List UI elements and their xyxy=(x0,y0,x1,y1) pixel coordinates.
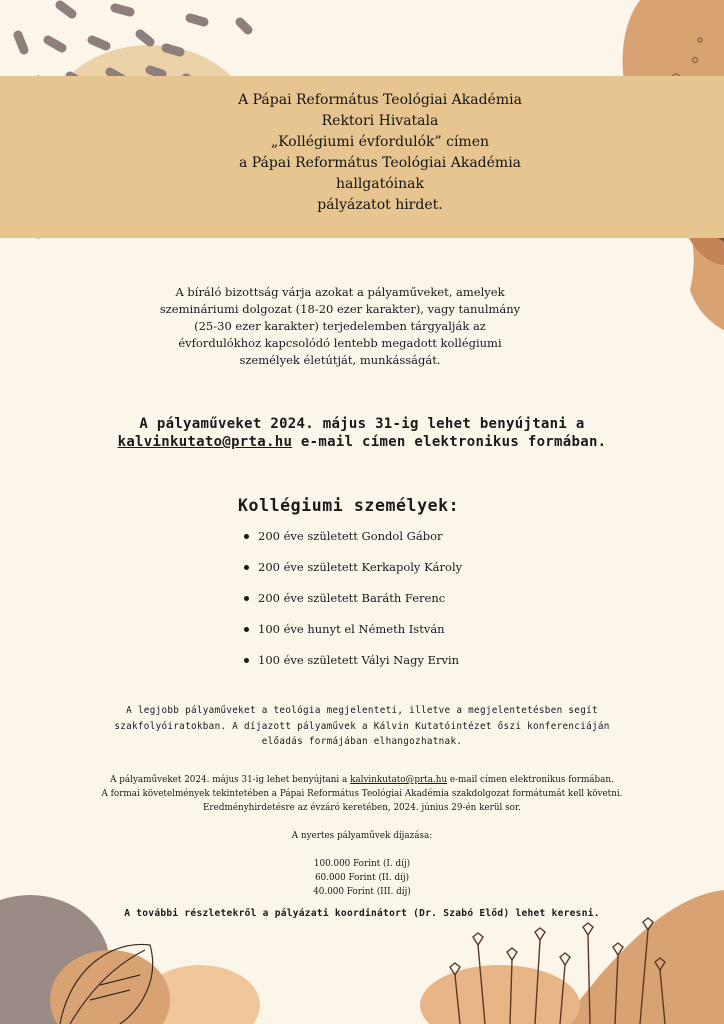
intro-line: A bíráló bizottság várja azokat a pályaműveket, amelyek xyxy=(175,285,505,299)
prize-line: 100.000 Forint (I. díj) xyxy=(313,859,411,869)
intro-paragraph xyxy=(140,284,540,369)
intro-line: szemináriumi dolgozat (18-20 ezer karakter), vagy tanulmány xyxy=(159,302,521,316)
contact-line: A további részletekről a pályázati koordinátort (Dr. Szabó Előd) lehet keresni. xyxy=(124,908,600,919)
submit-prefix: A pályaműveket 2024. május 31-ig lehet benyújtani a xyxy=(110,775,351,785)
prizes-title: A nyertes pályaművek díjazása: xyxy=(291,831,433,841)
publication-line: A legjobb pályaműveket a teológia megjelenteti, illetve a megjelentetésben segít xyxy=(126,705,598,716)
results-line: Eredményhirdetésre az évzáró keretében, 2024. június 29-én kerül sor. xyxy=(203,803,521,813)
list-item: 200 éve született Gondol Gábor xyxy=(240,527,462,558)
publication-line: előadás formájában elhangozhatnak. xyxy=(261,736,463,747)
deadline-line-1: A pályaműveket 2024. május 31-ig lehet benyújtani a xyxy=(139,416,585,432)
list-item: 200 éve született Kerkapoly Károly xyxy=(240,558,462,589)
header-line: a Pápai Református Teológiai Akadémia xyxy=(238,155,522,171)
prize-line: 60.000 Forint (II. díj) xyxy=(314,873,410,883)
publication-line: szakfolyóiratokban. A díjazott pályaművek a Kálvin Kutatóintézet őszi konferenciáján xyxy=(114,720,610,732)
email-link[interactable]: kalvinkutato@prta.hu xyxy=(350,775,448,785)
list-item: 100 éve született Vályi Nagy Ervin xyxy=(240,651,462,682)
prize-line: 40.000 Forint (III. díj) xyxy=(313,887,411,897)
intro-line: személyek életútját, munkásságát. xyxy=(239,353,441,367)
publication-paragraph xyxy=(70,703,654,750)
header-line: hallgatóinak xyxy=(335,176,424,192)
spacer xyxy=(60,843,664,857)
spacer xyxy=(60,815,664,829)
info-block xyxy=(60,773,664,899)
submit-suffix: e-mail címen elektronikus formában. xyxy=(447,775,614,785)
deadline-notice xyxy=(62,415,662,451)
header xyxy=(200,90,560,216)
persons-list xyxy=(240,527,462,682)
header-line: pályázatot hirdet. xyxy=(317,197,443,213)
header-line: „Kollégiumi évfordulók” címen xyxy=(270,134,490,150)
submit-line xyxy=(60,773,664,787)
formal-line: A formai követelmények tekintetében a Pápai Református Teológiai Akadémia szakdolgozat formátumát kell követni. xyxy=(101,789,623,799)
deadline-line-2-text: e-mail címen elektronikus formában. xyxy=(292,434,607,450)
persons-title: Kollégiumi személyek: xyxy=(238,496,460,515)
list-item: 200 éve született Baráth Ferenc xyxy=(240,589,462,620)
deadline-line-2 xyxy=(62,433,662,451)
email-link[interactable]: kalvinkutato@prta.hu xyxy=(117,434,293,450)
list-item: 100 éve hunyt el Németh István xyxy=(240,620,462,651)
intro-line: (25-30 ezer karakter) terjedelemben tárgyalják az xyxy=(194,319,486,333)
header-line: A Pápai Református Teológiai Akadémia xyxy=(238,92,522,108)
intro-line: évfordulókhoz kapcsolódó lentebb megadott kollégiumi xyxy=(178,336,502,350)
header-line: Rektori Hivatala xyxy=(321,113,439,129)
tan-blob-bottom-right xyxy=(420,965,580,1024)
